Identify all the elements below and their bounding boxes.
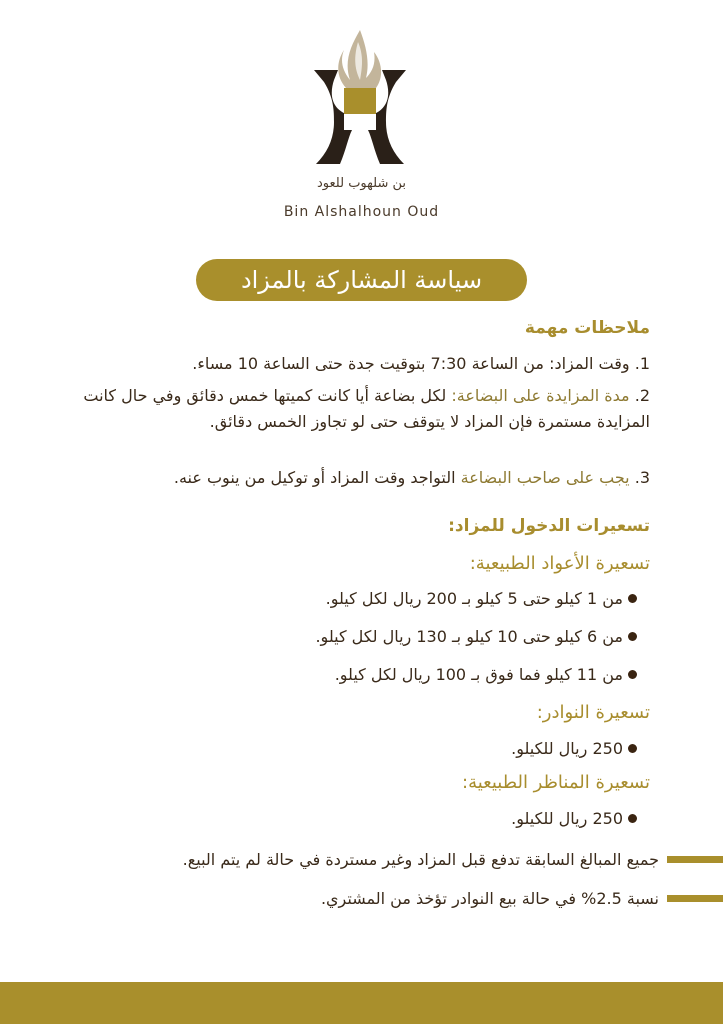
note-text: من الساعة 7:30 بتوقيت جدة حتى الساعة 10 مساء. (192, 354, 544, 373)
bar-marker (667, 895, 723, 902)
note-item-1 (70, 351, 650, 377)
note-item-2 (67, 383, 650, 435)
list-item (326, 589, 637, 608)
list-item (511, 739, 637, 758)
bullet-icon (628, 594, 637, 603)
footnote-row (183, 850, 723, 869)
pricing-heading: تسعيرات الدخول للمزاد: (448, 516, 650, 536)
brand-name-ar: بن شلهوب للعود (317, 176, 406, 191)
bullet-icon (628, 632, 637, 641)
bullet-icon (628, 670, 637, 679)
footnote-text: نسبة 2.5% في حالة بيع النوادر تؤخذ من المشتري. (320, 889, 659, 908)
note-label: وقت المزاد: (549, 354, 630, 373)
note-number: 1. (634, 354, 650, 373)
rare-heading: تسعيرة النوادر: (536, 702, 650, 723)
note-text: التواجد وقت المزاد أو توكيل من ينوب عنه. (173, 468, 456, 487)
notes-heading: ملاحظات مهمة (524, 318, 650, 338)
natural-oud-heading: تسعيرة الأعواد الطبيعية: (469, 553, 650, 574)
list-item-text: من 11 كيلو فما فوق بـ 100 ريال لكل كيلو. (334, 665, 623, 684)
footer-band (0, 982, 723, 1024)
list-item-text: 250 ريال للكيلو. (511, 739, 623, 758)
brand-name-en: Bin Alshalhoun Oud (283, 204, 440, 220)
bullet-icon (628, 744, 637, 753)
natural-scenes-heading: تسعيرة المناظر الطبيعية: (462, 772, 650, 793)
list-item (335, 665, 637, 684)
note-label: يجب على صاحب البضاعة (460, 468, 630, 487)
page-title: سياسة المشاركة بالمزاد (196, 259, 527, 301)
list-item-text: من 6 كيلو حتى 10 كيلو بـ 130 ريال لكل كيلو. (315, 627, 623, 646)
list-item (315, 627, 637, 646)
note-number: 2. (634, 386, 650, 405)
bar-marker (667, 856, 723, 863)
footnote-row (321, 889, 723, 908)
note-text: لكل بضاعة أيا كانت كميتها خمس دقائق وفي حال كانت المزايدة مستمرة فإن المزاد لا يتوقف حتى لو تجاوز الخمس دقائق. (83, 386, 650, 431)
brand-logo (300, 22, 420, 172)
oud-flame-h-logo-icon (300, 22, 420, 172)
list-item (511, 809, 637, 828)
bullet-icon (628, 814, 637, 823)
list-item-text: 250 ريال للكيلو. (511, 809, 623, 828)
list-item-text: من 1 كيلو حتى 5 كيلو بـ 200 ريال لكل كيلو. (325, 589, 623, 608)
note-number: 3. (634, 468, 650, 487)
footnote-text: جميع المبالغ السابقة تدفع قبل المزاد وغير مستردة في حالة لم يتم البيع. (182, 850, 659, 869)
note-item-3 (70, 465, 650, 491)
note-label: مدة المزايدة على البضاعة: (451, 386, 630, 405)
